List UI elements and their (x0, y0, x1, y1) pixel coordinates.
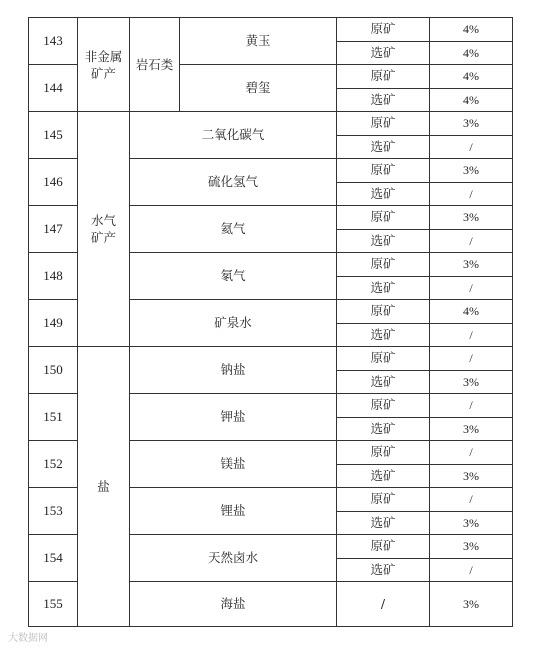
row-number: 149 (29, 300, 78, 347)
row-number: 152 (29, 441, 78, 488)
stage-cell: 选矿 (337, 558, 430, 582)
category-cell: 盐 (78, 347, 130, 627)
mineral-name: 海盐 (130, 582, 337, 627)
rate-cell: 3% (430, 206, 513, 230)
stage-cell: 原矿 (337, 159, 430, 183)
rate-cell: 3% (430, 112, 513, 136)
mineral-name: 矿泉水 (130, 300, 337, 347)
mineral-tax-rate-table (28, 17, 513, 627)
mineral-name: 镁盐 (130, 441, 337, 488)
stage-cell: 选矿 (337, 511, 430, 535)
stage-cell: 原矿 (337, 253, 430, 277)
mineral-name: 二氧化碳气 (130, 112, 337, 159)
stage-cell: 选矿 (337, 464, 430, 488)
mineral-name: 锂盐 (130, 488, 337, 535)
mineral-name: 钾盐 (130, 394, 337, 441)
stage-cell: 原矿 (337, 535, 430, 559)
row-number: 145 (29, 112, 78, 159)
row-number: 155 (29, 582, 78, 627)
stage-cell: 原矿 (337, 300, 430, 324)
table-row (29, 18, 513, 42)
rate-cell: 3% (430, 417, 513, 441)
rate-cell: 3% (430, 253, 513, 277)
stage-cell: 原矿 (337, 65, 430, 89)
row-number: 144 (29, 65, 78, 112)
rate-cell: / (430, 347, 513, 371)
row-number: 151 (29, 394, 78, 441)
row-number: 153 (29, 488, 78, 535)
stage-cell: 选矿 (337, 41, 430, 65)
table-row (29, 112, 513, 136)
rate-cell: / (430, 276, 513, 300)
rate-cell: / (430, 323, 513, 347)
stage-cell: 选矿 (337, 370, 430, 394)
rate-cell: 3% (430, 582, 513, 627)
mineral-name: 天然卤水 (130, 535, 337, 582)
stage-cell: 原矿 (337, 394, 430, 418)
rate-cell: / (430, 488, 513, 512)
rate-cell: / (430, 229, 513, 253)
mineral-name: 碧玺 (180, 65, 337, 112)
mineral-name: 硫化氢气 (130, 159, 337, 206)
watermark: 大数据网 (8, 633, 48, 644)
rate-cell: 4% (430, 41, 513, 65)
stage-cell: 原矿 (337, 488, 430, 512)
rate-cell: / (430, 441, 513, 465)
rate-cell: 3% (430, 511, 513, 535)
row-number: 143 (29, 18, 78, 65)
subcategory-cell: 岩石类 (130, 18, 180, 112)
mineral-name: 钠盐 (130, 347, 337, 394)
category-cell: 非金属矿产 (78, 18, 130, 112)
rate-cell: 3% (430, 159, 513, 183)
stage-cell: 选矿 (337, 323, 430, 347)
rate-cell: 4% (430, 300, 513, 324)
stage-cell: 原矿 (337, 441, 430, 465)
stage-cell: 原矿 (337, 347, 430, 371)
mineral-name: 氡气 (130, 253, 337, 300)
rate-cell: 3% (430, 535, 513, 559)
stage-cell: 选矿 (337, 417, 430, 441)
rate-cell: 3% (430, 464, 513, 488)
category-cell: 水气矿产 (78, 112, 130, 347)
row-number: 154 (29, 535, 78, 582)
rate-cell: 4% (430, 88, 513, 112)
rate-cell: 3% (430, 370, 513, 394)
stage-cell: 选矿 (337, 88, 430, 112)
mineral-name: 氦气 (130, 206, 337, 253)
stage-cell: 选矿 (337, 276, 430, 300)
mineral-name: 黄玉 (180, 18, 337, 65)
rate-cell: 4% (430, 65, 513, 89)
rate-cell: / (430, 135, 513, 159)
stage-cell: 原矿 (337, 112, 430, 136)
stage-cell: 原矿 (337, 18, 430, 42)
rate-cell: / (430, 182, 513, 206)
rate-cell: / (430, 558, 513, 582)
rate-cell: 4% (430, 18, 513, 42)
row-number: 150 (29, 347, 78, 394)
row-number: 147 (29, 206, 78, 253)
row-number: 146 (29, 159, 78, 206)
stage-cell: 选矿 (337, 182, 430, 206)
rate-cell: / (430, 394, 513, 418)
stage-cell: / (337, 582, 430, 627)
stage-cell: 原矿 (337, 206, 430, 230)
stage-cell: 选矿 (337, 229, 430, 253)
row-number: 148 (29, 253, 78, 300)
table-row (29, 347, 513, 371)
stage-cell: 选矿 (337, 135, 430, 159)
